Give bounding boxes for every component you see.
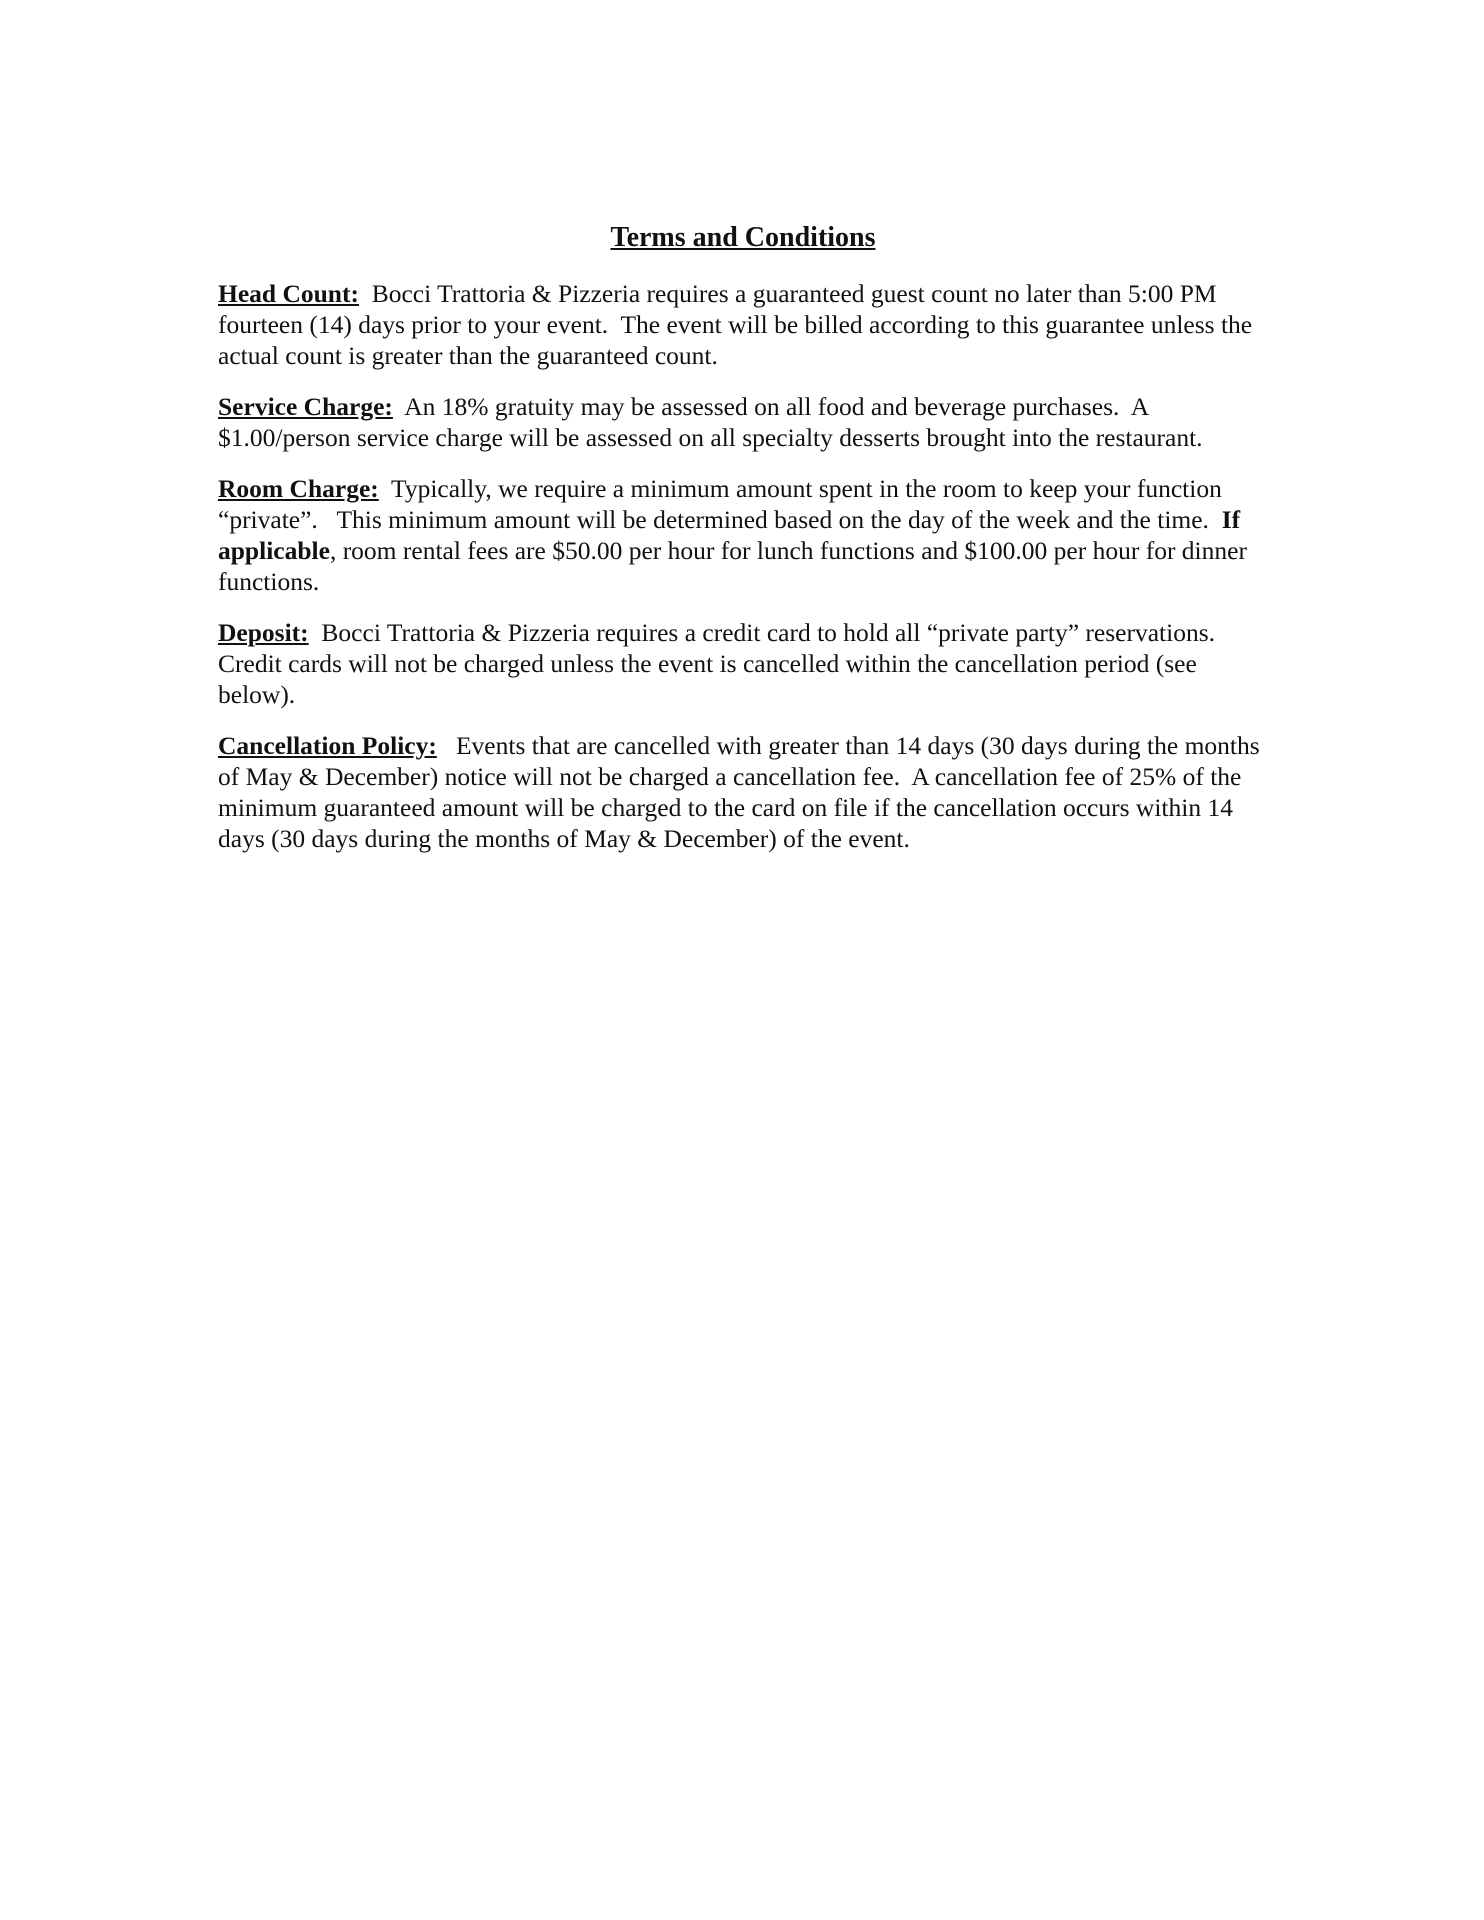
document-page [218, 220, 1268, 874]
section-label: Deposit: [218, 618, 309, 647]
section-text: Bocci Trattoria & Pizzeria requires a guaranteed guest count no later than 5:00 PM fourteen (14) days prior to your event. The event will be billed according to this guarantee unless the actual count is greater than the guaranteed count. [218, 279, 1259, 370]
section-bold-text: If applicable [218, 505, 1241, 565]
section-label: Cancellation Policy: [218, 731, 437, 760]
section-deposit [218, 617, 1268, 710]
section-label: Service Charge: [218, 392, 393, 421]
section-service-charge [218, 391, 1268, 453]
section-text: Bocci Trattoria & Pizzeria requires a credit card to hold all “private party” reservations. Credit cards will not be charged unless the event is cancelled within the cancellation period (see below). [218, 618, 1222, 709]
page-title: Terms and Conditions [610, 222, 876, 253]
section-room-charge [218, 473, 1268, 597]
section-label: Head Count: [218, 279, 359, 308]
section-cancellation-policy [218, 730, 1268, 854]
section-text: Events that are cancelled with greater than 14 days (30 days during the months of May & December) notice will not be charged a cancellation fee. A cancellation fee of 25% of the minimum guaranteed amount will be charged to the card on file if the cancellation occurs within 14 days (30 days during the months of May & December) of the event. [218, 731, 1267, 853]
section-text: An 18% gratuity may be assessed on all food and beverage purchases. A $1.00/person service charge will be assessed on all specialty desserts brought into the restaurant. [218, 392, 1203, 452]
section-head-count [218, 278, 1268, 371]
section-text: , room rental fees are $50.00 per hour for lunch functions and $100.00 per hour for dinner functions. [218, 536, 1247, 596]
section-text: Typically, we require a minimum amount spent in the room to keep your function “private”. This minimum amount will be determined based on the day of the week and the time. [218, 474, 1229, 534]
section-label: Room Charge: [218, 474, 379, 503]
